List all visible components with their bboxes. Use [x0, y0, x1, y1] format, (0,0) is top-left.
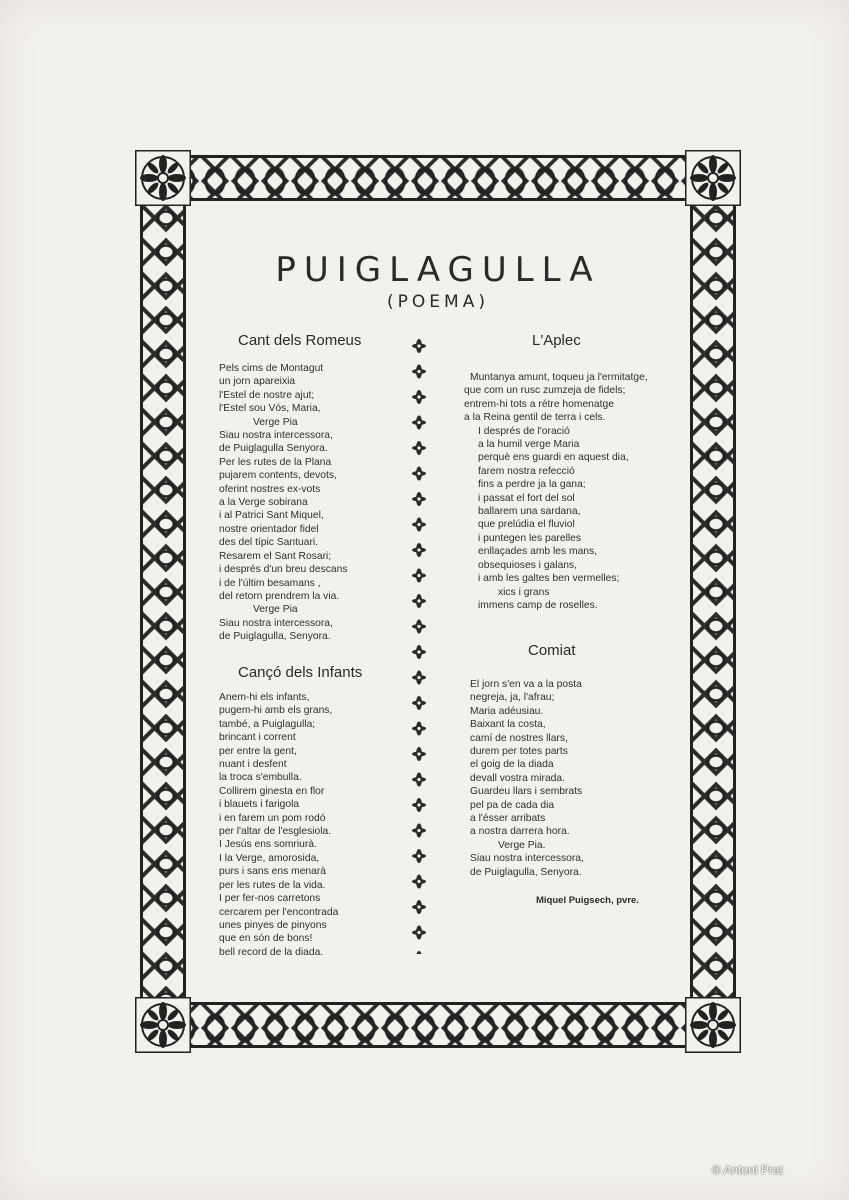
poem-line: per entre la gent,: [219, 745, 297, 757]
corner-rosette-icon: [135, 150, 191, 206]
poem-line: fins a perdre ja la gana;: [478, 479, 586, 491]
divider-ornament-icon: [412, 671, 426, 685]
author-signature: Miquel Puigsech, pvre.: [536, 895, 639, 906]
poem-romeus: [219, 362, 399, 644]
poem-line: unes pinyes de pinyons: [219, 919, 327, 931]
poem-line: immens camp de roselles.: [478, 599, 598, 611]
poem-line: Pels cims de Montagut: [219, 363, 324, 374]
poem-line: a la Reina gentil de terra i cels.: [464, 412, 606, 424]
poem-line: entrem-hi tots a rétre homenatge: [464, 398, 614, 410]
poem-line: Verge Pia: [253, 416, 298, 428]
poem-line: i passat el fort del sol: [478, 492, 575, 504]
center-ornament-divider: [409, 338, 429, 954]
poem-line: pugem-hi amb els grans,: [219, 705, 333, 717]
poem-line: bell record de la diada.: [219, 946, 324, 958]
poem-line: farem nostra refecció: [478, 465, 575, 477]
poem-line: per l'altar de l'esglesiola.: [219, 826, 332, 838]
poem-line: devall vostra mirada.: [470, 772, 565, 784]
page-subtitle: (POEMA): [387, 292, 489, 312]
poem-line: nostre orientador fidel: [219, 523, 319, 535]
poem-line: i puntegen les parelles: [478, 532, 582, 544]
divider-ornament-icon: [412, 416, 426, 430]
divider-ornament-icon: [412, 441, 426, 455]
poem-title-comiat: Comiat: [528, 642, 576, 659]
poem-line: durem per totes parts: [470, 746, 568, 758]
divider-ornament-icon: [412, 696, 426, 710]
poem-line: xics i grans: [498, 586, 550, 598]
corner-rosette-icon: [685, 997, 741, 1053]
poem-title-aplec: L'Aplec: [532, 332, 581, 349]
poem-line: i en farem un pom rodó: [219, 812, 326, 824]
poem-line: Siau nostra intercessora,: [470, 853, 584, 865]
divider-ornament-icon: [412, 543, 426, 557]
poem-title-infants: Cançó dels Infants: [238, 664, 363, 681]
divider-ornament-icon: [412, 722, 426, 736]
poem-line: un jorn apareixia: [219, 376, 296, 388]
divider-ornament-icon: [412, 594, 426, 608]
poem-line: que en són de bons!: [219, 933, 313, 945]
poem-line: a la humil verge Maria: [478, 439, 580, 451]
border-right: [690, 201, 736, 1002]
poem-line: el goig de la diada: [470, 759, 554, 771]
poem-line: per les rutes de la vida.: [219, 879, 326, 891]
divider-ornament-icon: [412, 365, 426, 379]
poem-line: Verge Pia: [253, 604, 298, 616]
poem-line: l'Estel sou Vós, Maria,: [219, 403, 321, 415]
poem-line: i de l'últim besamans ,: [219, 577, 321, 589]
poem-line: Siau nostra intercessora,: [219, 617, 333, 629]
poem-line: negreja, ja, l'afrau;: [470, 692, 555, 704]
poem-line: camí de nostres llars,: [470, 732, 568, 744]
poem-line: de Puiglagulla, Senyora.: [219, 631, 331, 643]
poem-line: I per fer-nos carretons: [219, 893, 321, 905]
divider-ornament-icon: [412, 390, 426, 404]
divider-ornament-icon: [412, 620, 426, 634]
poem-aplec: [464, 371, 664, 612]
poem-line: purs i sans ens menarà: [219, 866, 327, 878]
poem-line: Maria adéusiau.: [470, 705, 544, 717]
border-bottom: [140, 1002, 736, 1048]
poem-line: pujarem contents, devots,: [219, 470, 337, 482]
divider-ornament-icon: [412, 339, 426, 353]
poem-line: brincant i corrent: [219, 732, 296, 744]
poem-line: que prelúdia el fluviol: [478, 519, 575, 531]
poem-line: ballarem una sardana,: [478, 506, 581, 518]
divider-ornament-icon: [412, 849, 426, 863]
corner-rosette-icon: [135, 997, 191, 1053]
poem-line: que com un rusc zumzeja de fidels;: [464, 385, 626, 397]
divider-ornament-icon: [412, 747, 426, 761]
poem-line: I Jesús ens somriurà.: [219, 839, 317, 851]
poem-line: i blauets i farigola: [219, 799, 300, 811]
poem-line: Muntanya amunt, toqueu ja l'ermitatge,: [470, 372, 648, 383]
poem-line: obsequioses i galans,: [478, 559, 578, 571]
divider-ornament-icon: [412, 951, 426, 954]
poem-line: I la Verge, amorosida,: [219, 852, 320, 864]
divider-ornament-icon: [412, 875, 426, 889]
poem-line: I després de l'oració: [478, 425, 570, 437]
poem-line: a l'ésser arribats: [470, 813, 546, 825]
divider-ornament-icon: [412, 773, 426, 787]
poem-line: oferint nostres ex-vots: [219, 483, 321, 495]
poem-line: Siau nostra intercessora,: [219, 430, 333, 442]
poem-line: des del típic Santuari.: [219, 537, 319, 549]
poem-line: a nostra darrera hora.: [470, 826, 570, 838]
poem-line: Baixant la costa,: [470, 719, 546, 731]
poem-line: cercarem per l'encontrada: [219, 906, 339, 918]
divider-ornament-icon: [412, 492, 426, 506]
poem-line: Guardeu llars i sembrats: [470, 786, 583, 798]
poem-line: enllaçades amb les mans,: [478, 546, 598, 558]
poem-line: del retorn prendrem la via.: [219, 590, 340, 602]
poem-line: i amb les galtes ben vermelles;: [478, 573, 620, 585]
poem-line: de Puiglagulla, Senyora.: [470, 866, 582, 878]
divider-ornament-icon: [412, 569, 426, 583]
poem-title-romeus: Cant dels Romeus: [238, 332, 362, 349]
divider-ornament-icon: [412, 926, 426, 940]
poem-line: i al Patrici Sant Miquel,: [219, 510, 324, 522]
border-left: [140, 201, 186, 1002]
poem-line: l'Estel de nostre ajut;: [219, 389, 315, 401]
poem-infants: [219, 691, 399, 959]
border-top: [140, 155, 736, 201]
poem-line: pel pa de cada dia: [470, 799, 555, 811]
poem-line: Per les rutes de la Plana: [219, 456, 332, 468]
poem-line: Verge Pia.: [498, 839, 546, 851]
divider-ornament-icon: [412, 798, 426, 812]
poem-line: El jorn s'en va a la posta: [470, 679, 582, 690]
poem-comiat: [464, 678, 664, 879]
poem-line: de Puiglagulla Senyora.: [219, 443, 328, 455]
poem-line: també, a Puiglagulla;: [219, 718, 316, 730]
poem-line: nuant i desfent: [219, 759, 287, 771]
poem-line: Collirem ginesta en flor: [219, 785, 325, 797]
poem-line: i després d'un breu descans: [219, 564, 348, 576]
poem-line: Anem-hi els infants,: [219, 692, 310, 703]
divider-ornament-icon: [412, 645, 426, 659]
poem-line: la troca s'embulla.: [219, 772, 302, 784]
divider-ornament-icon: [412, 824, 426, 838]
divider-ornament-icon: [412, 900, 426, 914]
page-title: PUIGLAGULLA: [275, 250, 601, 290]
poem-line: a la Verge sobirana: [219, 497, 308, 509]
divider-ornament-icon: [412, 518, 426, 532]
corner-rosette-icon: [685, 150, 741, 206]
poem-line: perquè ens guardi en aquest dia,: [478, 452, 629, 464]
poem-line: Resarem el Sant Rosari;: [219, 550, 332, 562]
copyright-watermark: © Antoni Prat: [712, 1163, 783, 1177]
divider-ornament-icon: [412, 467, 426, 481]
